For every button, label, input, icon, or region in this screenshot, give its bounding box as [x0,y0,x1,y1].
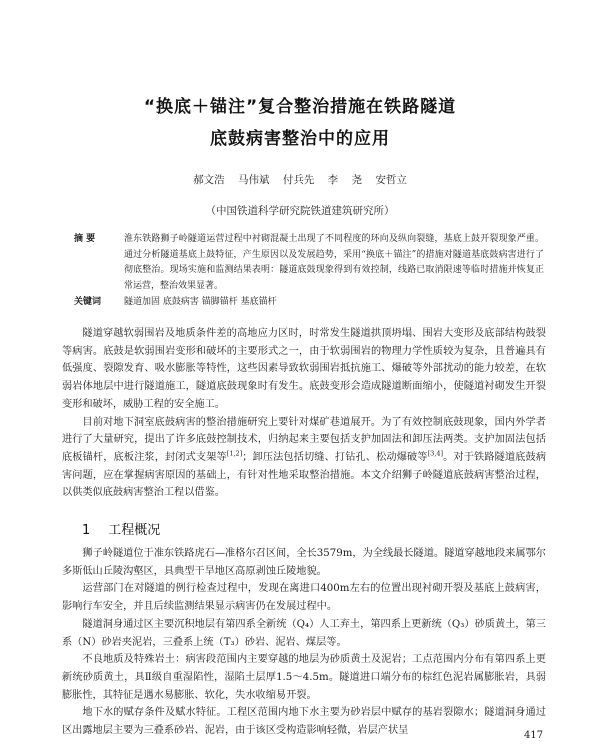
paragraph-intro-2 [62,414,546,503]
keywords-block [74,295,544,311]
title-line-2: 底鼓病害整治中的应用 [210,129,390,149]
intro-2-text-c: 。对于铁路隧道底鼓病害问题，应在掌握病害原因的基础上，有针对性地采取整治措施。本文介绍狮子岭隧道底鼓病害整治过程，以供类似底鼓病害整治工程以借鉴。 [62,451,547,499]
paragraph-overview-4: 不良地质及特殊岩土：病害段范围内主要穿越的地层为砂质黄土及泥岩；工点范围内分布有第四系上更新统砂质黄土，具Ⅱ级自重湿陷性，湿陷土层厚1.5～4.5m。隧道进口端分布的棕红色泥岩属膨胀岩，具弱膨胀性，其特征是遇水易膨胀、软化，失水收缩易开裂。 [62,654,546,701]
paragraph-overview-1: 狮子岭隧道位于准东铁路虎石—准格尔召区间，全长3579m，为全线最长隧道。隧道穿越地段来属鄂尔多斯低山丘陵沟壑区，具典型干旱地区高原剥蚀丘陵地貌。 [62,548,546,577]
citation-3-4[interactable]: [3,4] [427,449,444,458]
abstract-label: 摘 要 [74,234,96,244]
section-title: 工程概况 [108,523,161,538]
project-overview-section [62,545,546,740]
intro-2-text-b: ；卸压法包括切缝、打钻孔、松动爆破等 [242,451,428,463]
paragraph-intro-1: 隧道穿越软弱围岩及地质条件差的高地应力区时，时常发生隧道拱顶坍塌、围岩大变形及底部结构鼓裂等病害。底鼓是软弱围岩变形和破坏的主要形式之一，由于软弱围岩的物理力学性质较为复杂，且普遍具有低强度、裂隙发育、吸水膨胀等特性，这些因素导致软弱围岩抵抗施工、爆破等外部扰动的能力较差，在软弱岩体地层中进行隧道施工，隧道底鼓现象时有发生。底鼓变形会造成隧道断面缩小，使隧道衬砌发生开裂变形和破坏，威胁工程的安全施工。 [62,328,546,410]
paragraph-overview-5: 地下水的赋存条件及赋水特征。工程区范围内地下水主要为砂岩层中赋存的基岩裂隙水；隧道洞身通过区出露地层主要为三叠系砂岩、泥岩，由于该区受构造影响轻微，岩层产状呈 [62,707,546,737]
abstract-text: 淮东铁路狮子岭隧道运营过程中衬砌混凝土出现了不同程度的环向及纵向裂缝，基底上鼓开裂现象严重。通过分析隧道基底上鼓特征，产生原因以及发展趋势，采用“换底＋锚注”的措施对隧道基底鼓病害进行了彻底整治。现场实施和监测结果表明：隧道底鼓现象得到有效控制，线路已取消限速等临时措施并恢复正常运营，整治效果显著。 [124,234,544,291]
citation-1-2[interactable]: [1,2] [226,449,243,458]
intro-section [62,325,546,502]
paragraph-overview-3: 隧道洞身通过区主要沉积地层有第四系全新统（Q₄）人工弃土，第四系上更新统（Q₃）砂质黄土，第三系（N）砂岩夹泥岩，三叠系上统（T₃）砂岩、泥岩、煤层等。 [62,618,546,648]
section-number: 1 [82,523,91,538]
paragraph-overview-2: 运营部门在对隧道的例行检查过程中，发现在离进口400m左右的位置出现衬砌开裂及基底上鼓病害，影响行车安全，并且后续监测结果显示病害仍在发展过程中。 [62,583,546,613]
intro-2-text-a: 目前对地下洞室底鼓病害的整治措施研究上要针对煤矿巷道展开。为了有效控制底鼓现象，国内外学者进行了大量研究，提出了许多底鼓控制技术，归纳起来主要包括支护加固法和卸压法两类。支护加固法包括底板锚杆，底板注浆，封闭式支架等 [62,416,546,463]
page-number: 417 [524,730,544,741]
affiliation: （中国铁道科学研究院铁道建筑研究所） [205,205,395,217]
keywords-text: 隧道加固 底鼓病害 锚脚锚杆 基底锚杆 [124,297,277,307]
authors: 郝文浩 马伟斌 付兵先 李 尧 安哲立 [193,174,407,186]
abstract-block [74,232,544,294]
title-line-1: “换底＋锚注”复合整治措施在铁路隧道 [143,97,457,117]
keywords-label: 关键词 [74,297,102,307]
section-heading [62,519,160,538]
